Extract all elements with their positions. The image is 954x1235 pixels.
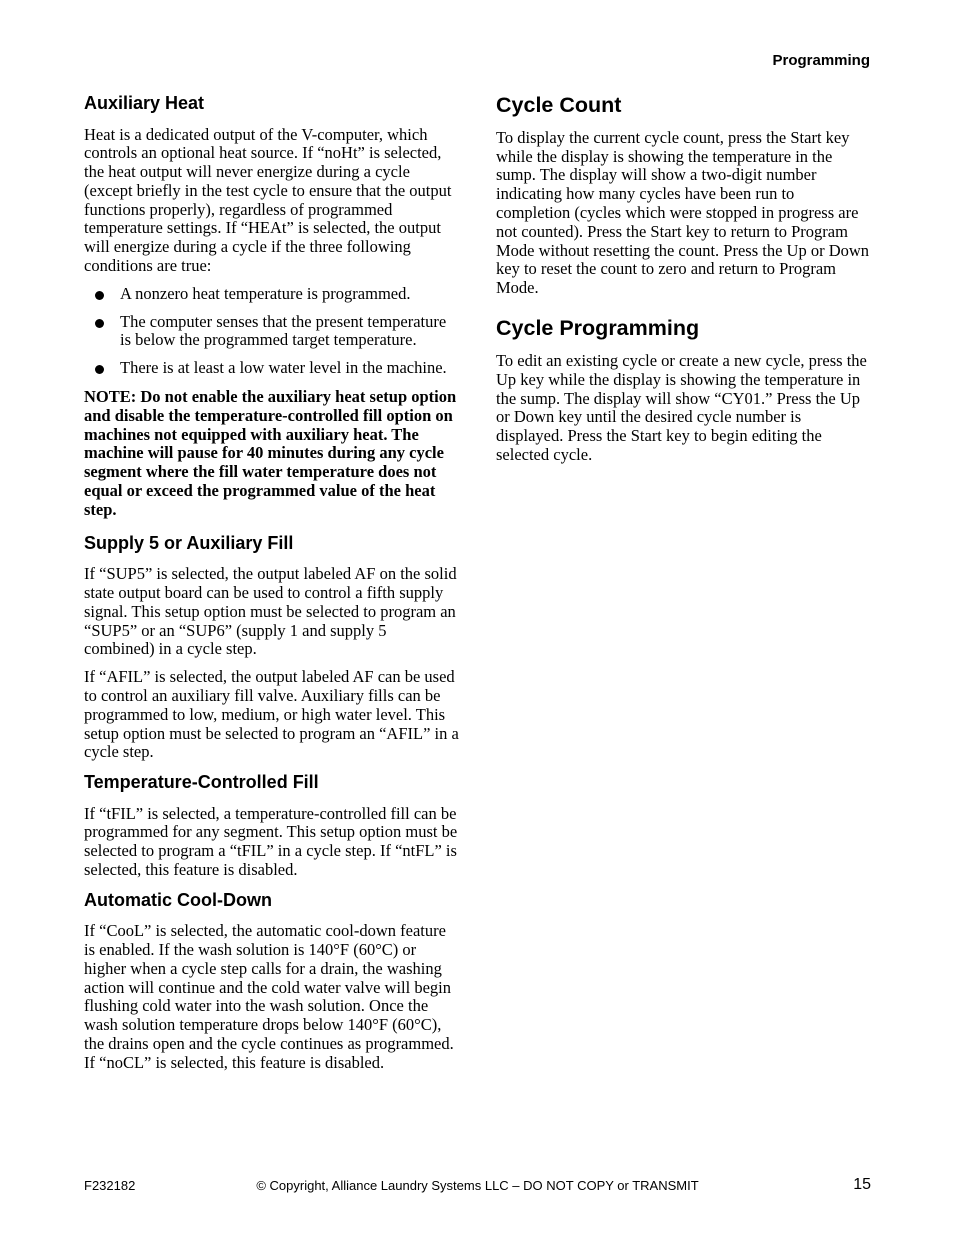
document-number: F232182 xyxy=(84,1178,136,1193)
conditions-list xyxy=(84,285,460,378)
paragraph-cycle-count: To display the current cycle count, press the Start key while the display is showing the temperature in the sump. The display will show a two-digit number indicating how many cycles have been run to completion (cycles which were stopped in progress are not counted). Press the Start key to return to Program Mode without resetting the count. Press the Up or Down key to reset the count to zero and return to Program Mode. xyxy=(496,127,870,298)
list-item xyxy=(84,313,460,351)
section-temperature-controlled-fill xyxy=(84,771,460,880)
heading-supply-5: Supply 5 or Auxiliary Fill xyxy=(84,532,294,553)
section-cycle-programming xyxy=(496,315,871,465)
bullet-icon xyxy=(95,319,104,328)
paragraph-automatic-cool-down: If “CooL” is selected, the automatic cool-down feature is enabled. If the wash solution is 140°F (60°C) or higher when a cycle step calls for a drain, the washing action will continue and the cold water valve will begin flushing cold water into the wash solution. Once the wash solution temperature drops below 140°F (60°C), the drains open and the cycle continues as programmed. If “noCL” is selected, this feature is disabled. xyxy=(84,921,454,1072)
paragraph-afil: If “AFIL” is selected, the output labeled AF can be used to control an auxiliary fill valve. Auxiliary fills can be programmed to low, medium, or high water level. This setup option must be selected to program an “AFIL” in a cycle step. xyxy=(84,667,459,762)
section-cycle-count xyxy=(496,92,871,298)
bullet-icon xyxy=(95,365,104,374)
list-item xyxy=(84,285,460,304)
paragraph-cycle-programming: To edit an existing cycle or create a new cycle, press the Up key while the display is showing the temperature in the sump. The display will show “CY01.” Press the Up or Down key until the desired cycle number is displayed. Press the Start key to begin editing the selected cycle. xyxy=(496,350,867,464)
heading-temperature-controlled-fill: Temperature-Controlled Fill xyxy=(84,772,319,793)
section-automatic-cool-down xyxy=(84,889,460,1073)
note-auxiliary-heat: NOTE: Do not enable the auxiliary heat setup option and disable the temperature-controlled fill option on machines not equipped with auxiliary heat. The machine will pause for 40 minutes during any cycle segment where the fill water temperature does not equal or exceed the programmed value of the heat step. xyxy=(84,387,457,519)
right-column xyxy=(496,92,871,474)
section-auxiliary-heat xyxy=(84,92,460,520)
paragraph-temperature-controlled-fill: If “tFIL” is selected, a temperature-controlled fill can be programmed for any segment. This setup option must be selected to program a “tFIL” in a cycle step. If “ntFL” is selected, this feature is disabled. xyxy=(84,803,458,879)
heading-cycle-count: Cycle Count xyxy=(496,93,622,117)
list-item-text: A nonzero heat temperature is programmed. xyxy=(120,283,411,303)
page-number: 15 xyxy=(853,1176,871,1193)
list-item xyxy=(84,359,460,378)
paragraph-auxiliary-heat: Heat is a dedicated output of the V-computer, which controls an optional heat source. If “noHt” is selected, the heat output will never energize during a cycle (except briefly in the test cycle to ensure that the output functions properly), regardless of programmed temperature settings. If “HEAt” is selected, the output will energize during a cycle if the three following conditions are true: xyxy=(84,124,452,276)
copyright-notice: © Copyright, Alliance Laundry Systems LLC – DO NOT COPY or TRANSMIT xyxy=(256,1178,699,1193)
list-item-text: The computer senses that the present temperature is below the programmed target temperature. xyxy=(120,311,447,350)
heading-cycle-programming: Cycle Programming xyxy=(496,316,700,341)
heading-automatic-cool-down: Automatic Cool-Down xyxy=(84,889,272,910)
left-column xyxy=(84,92,460,1082)
page-footer xyxy=(84,1176,871,1196)
section-supply-5 xyxy=(84,532,460,762)
bullet-icon xyxy=(95,291,104,300)
section-spacer xyxy=(496,307,871,315)
heading-auxiliary-heat: Auxiliary Heat xyxy=(84,93,205,113)
running-header: Programming xyxy=(772,52,870,69)
paragraph-sup5: If “SUP5” is selected, the output labeled AF on the solid state output board can be used to control a fifth supply signal. This setup option must be selected to program an “SUP5” or an “SUP6” (supply 1 and supply 5 combined) in a cycle step. xyxy=(84,564,457,659)
list-item-text: There is at least a low water level in the machine. xyxy=(120,358,447,378)
